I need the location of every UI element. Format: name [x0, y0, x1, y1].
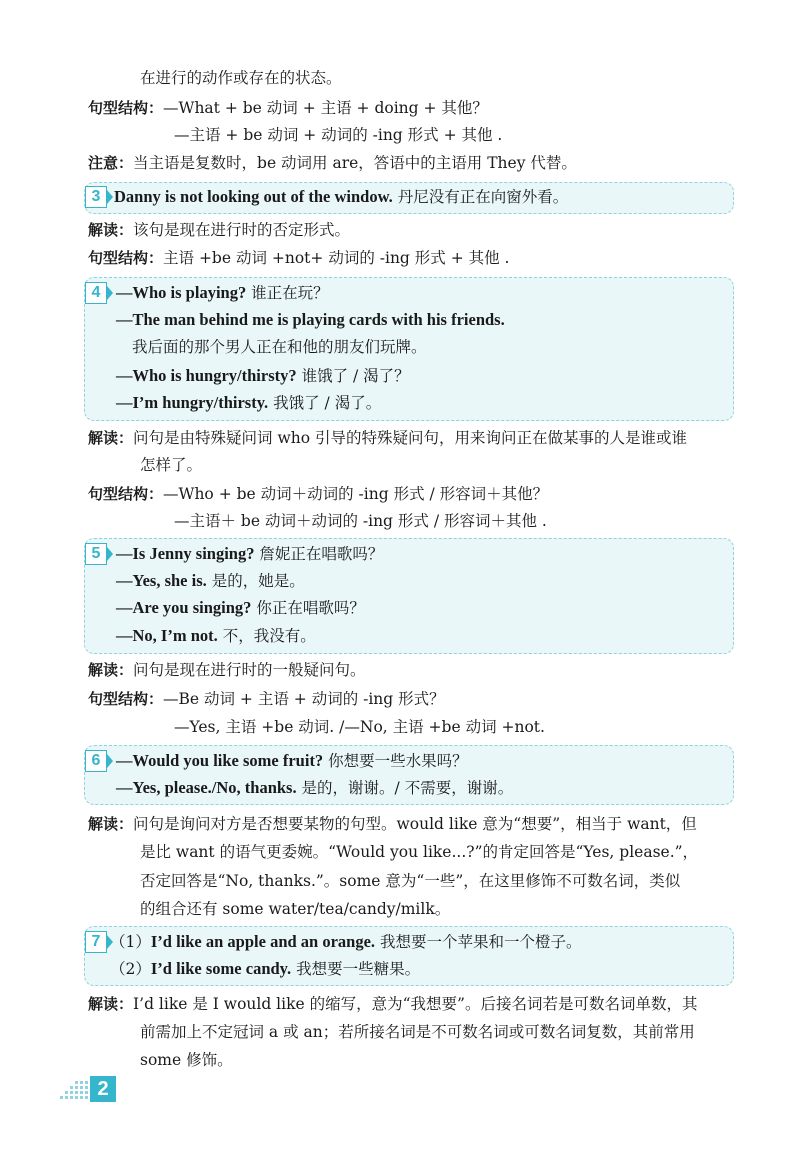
structure-text: —Yes, 主语 +be 动词. /—No, 主语 +be 动词 +not.: [174, 718, 545, 736]
structure-label: 句型结构：: [88, 485, 164, 503]
section-number: 3: [85, 186, 107, 208]
explanation-label: 解读：: [88, 815, 134, 833]
structure-label: 句型结构：: [88, 690, 164, 708]
english-sentence: —Who is hungry/thirsty?: [116, 366, 297, 385]
note-text: 当主语是复数时，be 动词用 are，答语中的主语用 They 代替。: [133, 154, 577, 172]
explanation-text: 问句是现在进行时的一般疑问句。: [133, 661, 366, 679]
explanation-label: 解读：: [88, 661, 134, 679]
dialogue-line: [116, 309, 505, 331]
english-sentence: —Is Jenny singing?: [116, 544, 255, 563]
dialogue-line: [116, 625, 316, 647]
structure-text: —What + be 动词 + 主语 + doing + 其他？: [163, 99, 488, 117]
structure-line: [88, 97, 488, 119]
explanation-label: 解读：: [88, 221, 134, 239]
dialogue-line: [116, 570, 305, 592]
structure-line: [88, 247, 509, 269]
structure-text: —Be 动词 + 主语 + 动词的 -ing 形式？: [163, 690, 445, 708]
chinese-translation: 是的，她是。: [211, 572, 305, 590]
structure-line: [88, 688, 445, 710]
note-label: 注意：: [88, 154, 134, 172]
structure-label: 句型结构：: [88, 99, 164, 117]
dialogue-line: [116, 365, 410, 387]
chinese-translation: 是的，谢谢。/ 不需要，谢谢。: [301, 779, 514, 797]
item-number: （1）: [110, 933, 151, 951]
explanation-line: [88, 993, 697, 1015]
chinese-translation: 我想要一些糖果。: [296, 960, 421, 978]
item-number: （2）: [110, 960, 151, 978]
example-line: [110, 931, 582, 953]
dialogue-line: [116, 543, 383, 565]
section-number: 5: [85, 543, 107, 565]
structure-text: —Who + be 动词＋动词的 -ing 形式 / 形容词＋其他？: [163, 485, 549, 503]
english-sentence: —Yes, please./No, thanks.: [116, 778, 297, 797]
chinese-translation: 谁正在玩？: [251, 284, 329, 302]
english-sentence: I’d like an apple and an orange.: [150, 932, 376, 951]
english-sentence: I’d like some candy.: [150, 959, 292, 978]
chinese-translation: 我想要一个苹果和一个橙子。: [380, 933, 582, 951]
chinese-translation: 你正在唱歌吗？: [256, 599, 365, 617]
dialogue-line: [116, 392, 381, 414]
example-line: [110, 958, 420, 980]
english-sentence: —Would you like some fruit?: [116, 751, 324, 770]
chinese-translation: 丹尼没有正在向窗外看。: [397, 188, 569, 206]
section-number: 7: [85, 931, 107, 953]
explanation-line: [88, 219, 350, 241]
english-sentence: Danny is not looking out of the window.: [114, 187, 393, 206]
sentence-line: [114, 186, 568, 208]
structure-text: —主语＋ be 动词＋动词的 -ing 形式 / 形容词＋其他 .: [174, 512, 547, 530]
page-number: 2: [90, 1076, 116, 1102]
structure-text: —主语 + be 动词 + 动词的 -ing 形式 + 其他 .: [174, 126, 503, 144]
explanation-line: [88, 813, 697, 835]
chinese-translation: 詹妮正在唱歌吗？: [259, 545, 384, 563]
explanation-text: some 修饰。: [140, 1051, 233, 1069]
chinese-translation: 不，我没有。: [222, 627, 316, 645]
dialogue-line: [116, 282, 329, 304]
explanation-line: [88, 659, 366, 681]
explanation-label: 解读：: [88, 429, 134, 447]
explanation-text: 怎样了。: [140, 456, 203, 474]
english-sentence: —I’m hungry/thirsty.: [116, 393, 269, 412]
explanation-text: 否定回答是“No, thanks.”。some 意为“一些”，在这里修饰不可数名词，类似: [140, 872, 681, 890]
english-sentence: —No, I’m not.: [116, 626, 218, 645]
explanation-text: 问句是由特殊疑问词 who 引导的特殊疑问句，用来询问正在做某事的人是谁或谁: [133, 429, 687, 447]
english-sentence: —The man behind me is playing cards with his friends.: [116, 310, 505, 329]
explanation-text: 是比 want 的语气更委婉。“Would you like...?”的肯定回答是“Yes, please.”，: [140, 843, 699, 861]
explanation-text: 前需加上不定冠词 a 或 an；若所接名词是不可数名词或可数名词复数，其前常用: [140, 1023, 695, 1041]
structure-line: [88, 483, 548, 505]
explanation-text: 的组合还有 some water/tea/candy/milk。: [140, 900, 451, 918]
dialogue-line: [116, 597, 365, 619]
section-number: 4: [85, 282, 107, 304]
english-sentence: —Who is playing?: [116, 283, 247, 302]
chinese-translation: 我饿了 / 渴了。: [273, 394, 382, 412]
english-sentence: —Yes, she is.: [116, 571, 207, 590]
dialogue-line: [116, 750, 468, 772]
intro-line: 在进行的动作或存在的状态。: [140, 69, 342, 87]
section-number: 6: [85, 750, 107, 772]
explanation-text: 该句是现在进行时的否定形式。: [133, 221, 351, 239]
chinese-translation: 你想要一些水果吗？: [328, 752, 468, 770]
explanation-line: [88, 427, 687, 449]
structure-label: 句型结构：: [88, 249, 164, 267]
explanation-text: 问句是询问对方是否想要某物的句型。would like 意为“想要”，相当于 want，但: [133, 815, 697, 833]
chinese-translation: 我后面的那个男人正在和他的朋友们玩牌。: [132, 338, 427, 356]
explanation-label: 解读：: [88, 995, 134, 1013]
english-sentence: —Are you singing?: [116, 598, 252, 617]
note-line: [88, 152, 577, 174]
chinese-translation: 谁饿了 / 渴了？: [301, 367, 410, 385]
structure-text: 主语 +be 动词 +not+ 动词的 -ing 形式 + 其他 .: [163, 249, 510, 267]
explanation-text: I’d like 是 I would like 的缩写，意为“我想要”。后接名词若是可数名词单数，其: [133, 995, 698, 1013]
dialogue-line: [116, 777, 513, 799]
